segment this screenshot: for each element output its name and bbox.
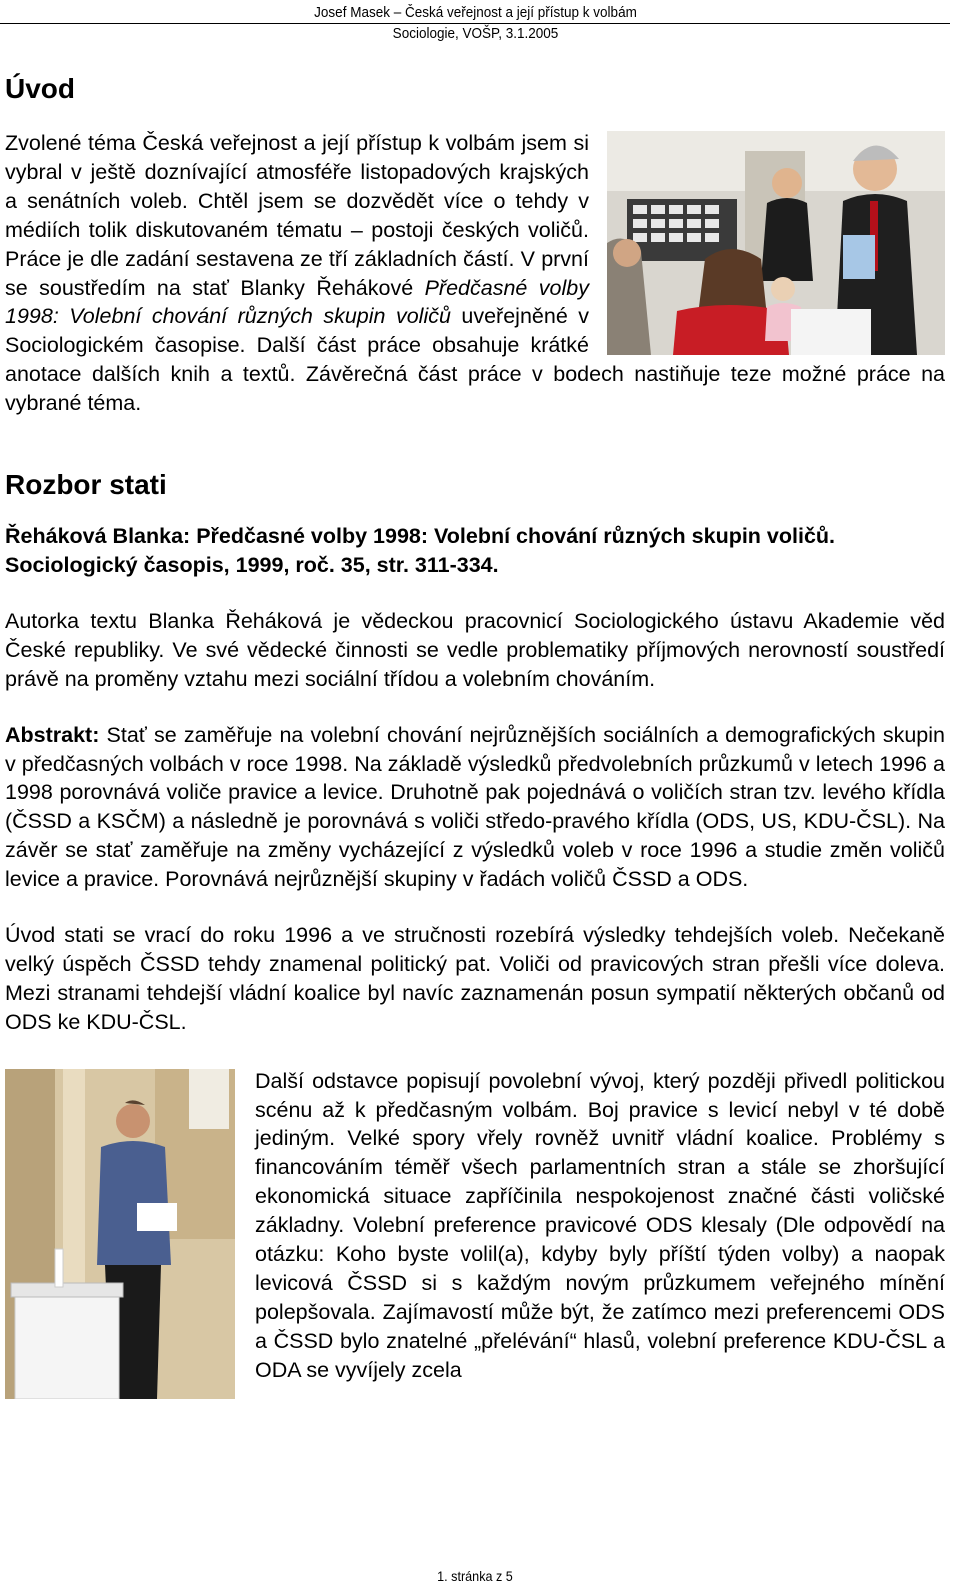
page-body	[5, 72, 945, 1399]
page-footer: 1. stránka z 5	[437, 1568, 513, 1584]
abstract-text: Stať se zaměřuje na volební chování nejrůznějších sociálních a demografických skupin v předčasných volbách v roce 1998. Na základě výsledků předvolebních průzkumů v letech 1996 a 1998 porovnává voliče pravice a levice. Druhotně pak pojednává o voličích stran tzv. levého křídla (ČSSD a KSČM) a následně je porovnává s voliči středo-pravého křídla (ODS, US, KDU-ČSL). Na závěr se stať zaměřuje na změny vycházející z výsledků voleb v roce 1996 a studie změn voličů levice a pravice. Porovnává nejrůznější skupiny v řadách voličů ČSSD a ODS.	[5, 722, 945, 892]
ballot-box-photo-image	[5, 1069, 235, 1399]
header-title: Josef Masek – Česká veřejnost a její přístup k volbám	[314, 4, 637, 21]
header-rule	[0, 23, 950, 24]
post-election-paragraph: Další odstavce popisují povolební vývoj, který později přivedl politickou scénu až k předčasným volbám. Boj pravice s levicí nebyl v té době jediným. Velké spory vřely rovněž uvnitř vládní koalice. Problémy s financováním téměř všech parlamentních stran a stále se zhoršující ekonomická situace zapříčinila nespokojenost značné části voličské základny. Volební preference pravicové ODS klesaly (Dle odpovědí na otázku: Koho byste volil(a), kdyby byly příští týden volby) a naopak levicová ČSSD si s každým novým průzkumem veřejného mínění polepšovala. Zajímavostí může být, že zatímco mezi preferencemi ODS a ČSSD bylo znatelné „přelévání“ hlasů, volební preference KDU-ČSL a ODA se vyvíjely zcela	[255, 1068, 945, 1382]
author-paragraph: Autorka textu Blanka Řeháková je vědeckou pracovnicí Sociologického ústavu Akademie věd České republiky. Ve své vědecké činnosti se vedle problematiky příjmových nerovností soustředí právě na proměny vztahu mezi sociální třídou a volebním chováním.	[5, 608, 945, 691]
intro-text-start: Zvolené téma Česká veřejnost a její přístup k volbám jsem si vybral v ještě doznívající atmosféře listopadových krajských a senátních voleb. Chtěl jsem se dozvědět více o tehdy v médiích tolik diskutovaném tématu – postoji českých voličů. Práce je dle zadání sestavena ze tří základních částí. V první se soustředím na stať Blanky Řehákové	[5, 131, 589, 300]
abstract-paragraph	[5, 721, 945, 894]
header-subtitle: Sociologie, VOŠP, 3.1.2005	[392, 25, 559, 42]
elections-1996-paragraph: Úvod stati se vrací do roku 1996 a ve stručnosti rozebírá výsledky tehdejších voleb. Nečekaně velký úspěch ČSSD tehdy znamenal politický pat. Voliči od pravicových stran přešli více doleva. Mezi stranami tehdejší vládní koalice byl navíc zaznamenán posun sympatií některých občanů od ODS ke KDU-ČSL.	[5, 923, 945, 1034]
bibliographic-reference: Řeháková Blanka: Předčasné volby 1998: Volební chování různých skupin voličů. Sociologický časopis, 1999, roč. 35, str. 311-334.	[5, 524, 836, 577]
intro-text-end: uveřejněné v Sociologickém časopise. Další část práce obsahuje krátké anotace dalších knih a textů. Závěrečná část práce v bodech nastiňuje teze možné práce na vybrané téma.	[5, 304, 945, 416]
abstract-label: Abstrakt:	[5, 722, 100, 747]
intro-cited-title: Předčasné volby 1998: Volební chování různých skupin voličů	[5, 275, 589, 329]
heading-analysis: Rozbor stati	[5, 469, 167, 501]
voting-photo-image	[607, 131, 945, 355]
heading-intro: Úvod	[5, 73, 75, 104]
